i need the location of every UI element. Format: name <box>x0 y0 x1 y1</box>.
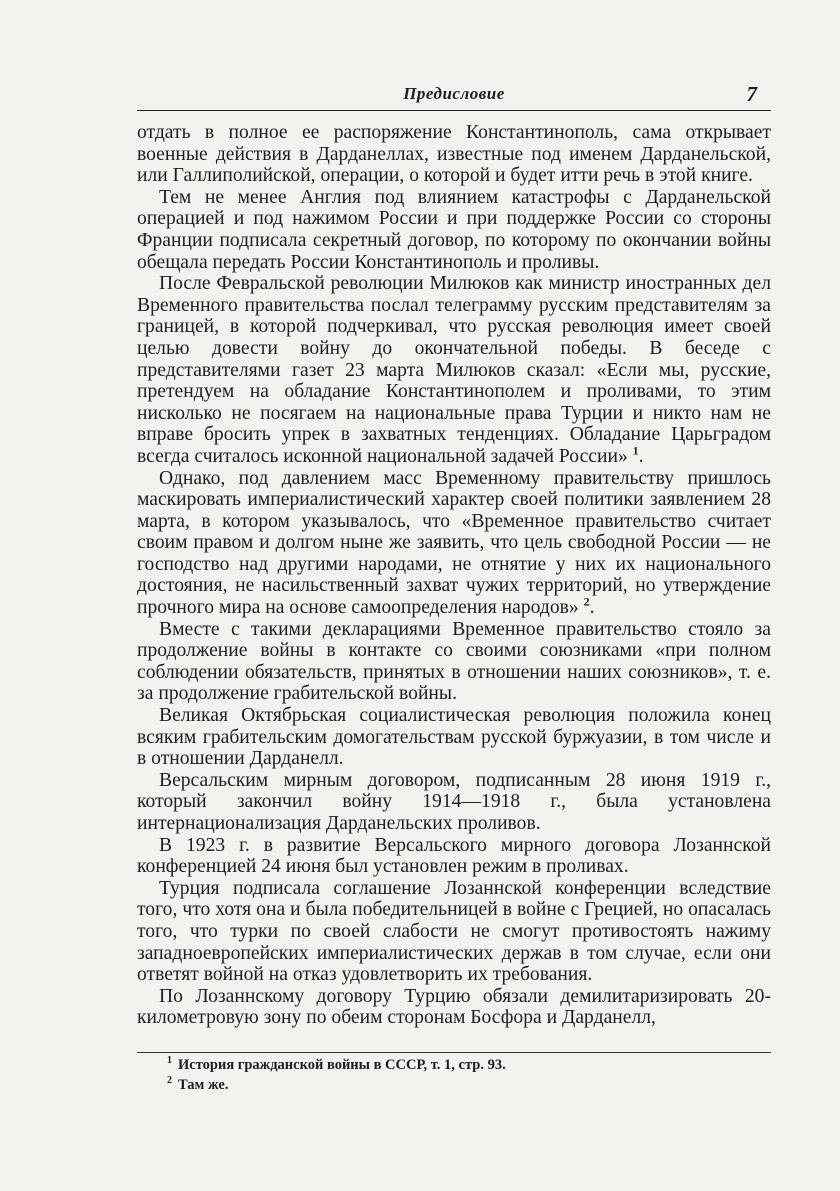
paragraph: Версальским мирным договором, подписанным 28 июня 1919 г., который закончил войну 1914—1918 г., была установлена интернационализация Дарданельских проливов. <box>137 769 771 834</box>
footnote: $^2$ Там же. <box>167 1075 229 1093</box>
paragraph: Турция подписала соглашение Лозаннской конференции вследствие того, что хотя она и была победительницей в войне с Грецией, но опасалась того, что турки по своей слабости не смогут противостоять нажиму западноевропейских империалистических держав в том случае, если они ответят войной на отказ удовлетворить их требования. <box>137 877 771 986</box>
paragraph: По Лозаннскому договору Турцию обязали демилитаризировать 20-километровую зону по обеим сторонам Босфора и Дарданелл, <box>137 985 771 1029</box>
footnote-ref: 2 <box>583 594 590 609</box>
paragraph: отдать в полное ее распоряжение Константинополь, сама открывает военные действия в Дарданеллах, известные под именем Дарданельской, или Галлиполийской, операции, о которой и будет итти речь в этой книге. <box>137 122 771 187</box>
running-title: Предисловие <box>403 84 505 103</box>
paragraph: Вместе с такими декларациями Временное правительство стояло за продолжение войны в контакте со своими союзниками «при полном соблюдении обязательств, принятых в отношении наших союзников», т. е. за продолжение грабительской войны. <box>137 618 771 705</box>
footnote: $^1$ История гражданской войны в СССР, т. 1, стр. 93. <box>167 1055 506 1073</box>
paragraph: Тем не менее Англия под влиянием катастрофы с Дарданельской операцией и под нажимом России и при поддержке России со стороны Франции подписала секретный договор, по которому по окончании войны обещала передать России Константинополь и проливы. <box>137 186 771 273</box>
paragraph: В 1923 г. в развитие Версальского мирного договора Лозаннской конференцией 24 июня был установлен режим в проливах. <box>137 834 771 878</box>
running-header <box>137 84 771 111</box>
footnotes <box>137 1052 771 1095</box>
paragraph: Великая Октябрьская социалистическая революция положила конец всяким грабительским домогательствам русской буржуазии, в том числе и в отношении Дарданелл. <box>137 705 771 770</box>
page-number: 7 <box>746 82 757 106</box>
body-text <box>137 122 771 1029</box>
footnote-ref: 1 <box>632 443 639 458</box>
paragraph: Однако, под давлением масс Временному правительству пришлось маскировать империалистический характер своей политики заявлением 28 марта, в котором указывалось, что «Временное правительство считает своим правом и долгом ныне же заявить, что цель свободной России — не господство над другими народами, не отнятие у них их национального достояния, не насильственный захват чужих территорий, но утверждение прочного мира на основе самоопределения народов» $^2$. <box>137 467 771 619</box>
paragraph: После Февральской революции Милюков как министр иностранных дел Временного правительства послал телеграмму русским представителям за границей, в которой подчеркивал, что русская революция имеет своей целью довести войну до окончательной победы. В беседе с представителями газет 23 марта Милюков сказал: «Если мы, русские, претендуем на обладание Константинополем и проливами, то этим нисколько не посягаем на национальные права Турции и никто нам не вправе бросить упрек в захватных тенденциях. Обладание Царьградом всегда считалось исконной национальной задачей России» $^1$. <box>137 273 771 467</box>
